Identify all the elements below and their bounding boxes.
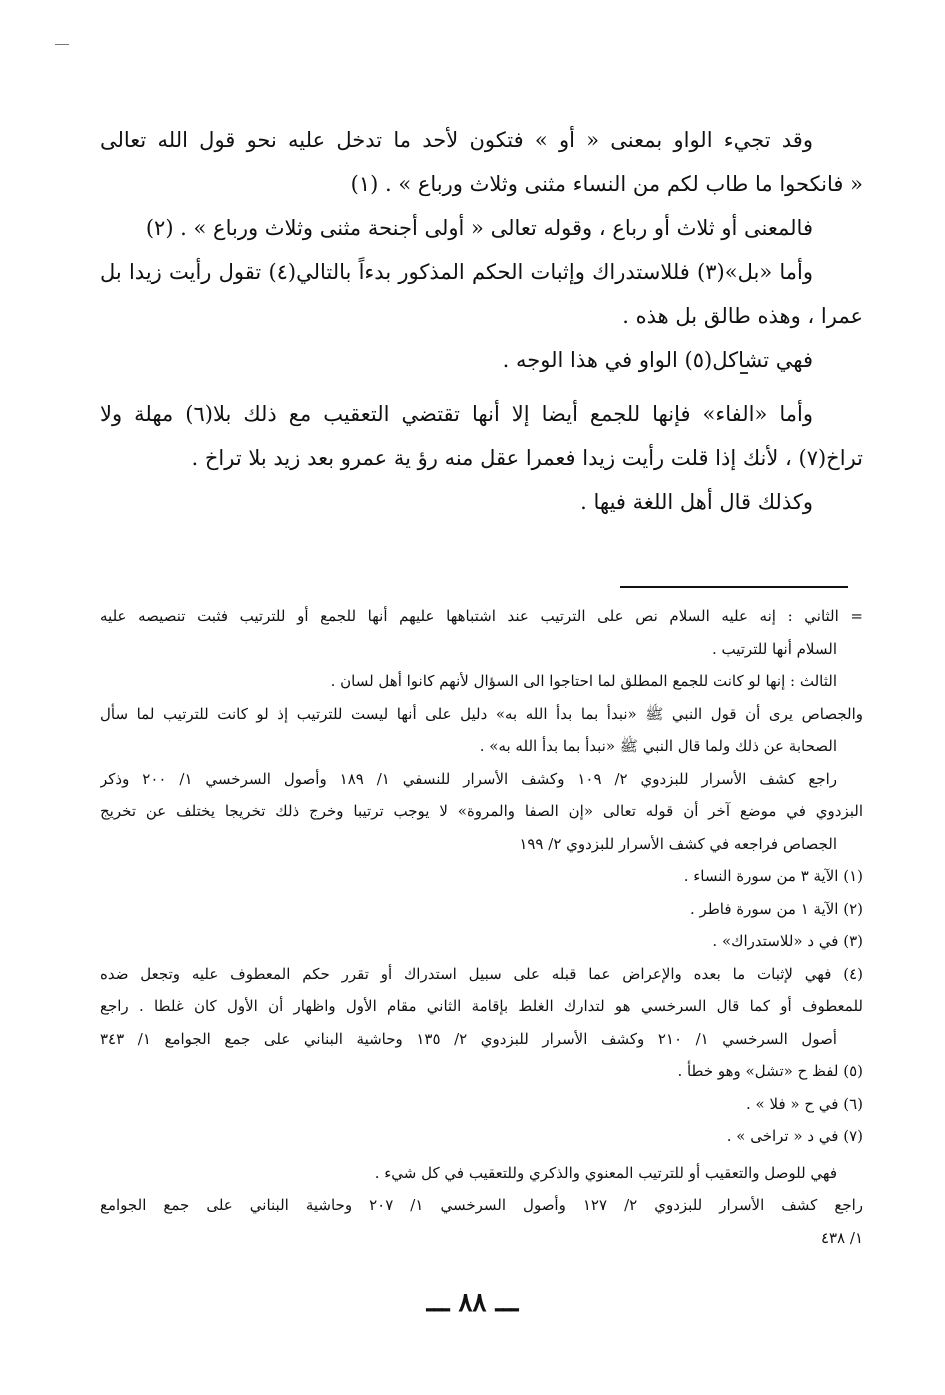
main-line: عمرا ، وهذه طالق بل هذه . [622, 304, 863, 328]
scan-mark [55, 44, 69, 45]
main-line: فالمعنى أو ثلاث أو رباع ، وقوله تعالى « أولى أجنحة مثنى وثلاث ورباع » . (٢) [145, 216, 813, 240]
footnote-line: البزدوي في موضع آخر أن قوله تعالى «إن الصفا والمروة» لا يوجب ترتيبا وخرج ذلك تخريجا يختلف عن تخريج [100, 802, 863, 820]
footnote-separator [620, 586, 848, 588]
footnote-line: راجع كشف الأسرار للبزدوي ٢/ ١٠٩ وكشف الأسرار للنسفي ١/ ١٨٩ وأصول السرخسي ١/ ٢٠٠ وذكر [100, 769, 837, 788]
footnote-line: الجصاص فراجعه في كشف الأسرار للبزدوي ٢/ ١٩٩ [519, 834, 837, 853]
footnote-line: (٦) في ح « فلا » . [746, 1094, 863, 1113]
main-text [100, 118, 863, 524]
footnote-line: فهي للوصل والتعقيب أو للترتيب المعنوي والذكري وللتعقيب في كل شيء . [374, 1163, 837, 1182]
footnote-line: الصحابة عن ذلك ولما قال النبي ﷺ «نبدأ بما بدأ الله به» . [479, 737, 837, 755]
footnote-line: للمعطوف أو كما قال السرخسي هو لتدارك الغلط بإقامة الثاني مقام الأول واظهار أن الأول كان غلطا . راجع [100, 997, 863, 1015]
main-line: « فانكحوا ما طاب لكم من النساء مثنى وثلاث ورباع » . (١) [350, 172, 863, 196]
main-line: وقد تجيء الواو بمعنى « أو » فتكون لأحد ما تدخل عليه نحو قول الله تعالى [100, 128, 813, 152]
main-line: وأما «بل»(٣) فللاستدراك وإثبات الحكم المذكور بدءاً بالتالي(٤) تقول رأيت زيدا بل [100, 260, 813, 284]
main-line: وأما «الفاء» فإنها للجمع أيضا إلا أنها تقتضي التعقيب مع ذلك بلا(٦) مهلة ولا [100, 402, 813, 426]
footnote-line: (٢) الآية ١ من سورة فاطر . [690, 899, 863, 918]
footnote-line: راجع كشف الأسرار للبزدوي ٢/ ١٢٧ وأصول السرخسي ١/ ٢٠٧ وحاشية البناني على جمع الجوامع [100, 1196, 863, 1214]
footnote-line: أصول السرخسي ١/ ٢١٠ وكشف الأسرار للبزدوي ٢/ ١٣٥ وحاشية البناني على جمع الجوامع ١/ ٣٤٣ [100, 1029, 837, 1048]
footnote-line: ١/ ٤٣٨ [820, 1228, 863, 1247]
footnote-line: (٥) لفظ ح «تشل» وهو خطأ . [677, 1062, 863, 1080]
footnote-line: (٣) في د «للاستدراك» . [712, 932, 863, 950]
page-number: ـــ ٨٨ ـــ [426, 1288, 519, 1318]
footnote-line: (١) الآية ٣ من سورة النساء . [683, 867, 863, 885]
footnote-line: (٧) في د « تراخى » . [726, 1127, 863, 1145]
ink-speck [740, 372, 748, 374]
main-line: وكذلك قال أهل اللغة فيها . [580, 490, 813, 514]
main-line: فهي تشاكل(٥) الواو في هذا الوجه . [502, 348, 813, 372]
main-line: تراخ(٧) ، لأنك إذا قلت رأيت زيدا فعمرا عقل منه رؤ ية عمرو بعد زيد بلا تراخ . [191, 446, 863, 470]
footnote-line: الثالث : إنها لو كانت للجمع المطلق لما احتاجوا الى السؤال لأنهم كانوا أهل لسان . [330, 672, 837, 690]
footnote-line: (٤) فهي لإثبات ما بعده والإعراض عما قبله على سبيل استدراك أو تقرر حكم المعطوف عليه وتجعل ضده [100, 964, 863, 983]
footnote-line: = الثاني : إنه عليه السلام نص على الترتيب عند اشتباهها عليهم أنها للجمع أو للترتيب فثبت تنصيصه عليه [100, 607, 863, 625]
footnote-line: السلام أنها للترتيب . [711, 639, 837, 658]
footnote-line: والجصاص يرى أن قول النبي ﷺ «نبدأ بما بدأ الله به» دليل على أنها ليست للترتيب إذ لو كانت للترتيب لما سأل [100, 704, 863, 723]
footnotes [100, 600, 863, 1254]
